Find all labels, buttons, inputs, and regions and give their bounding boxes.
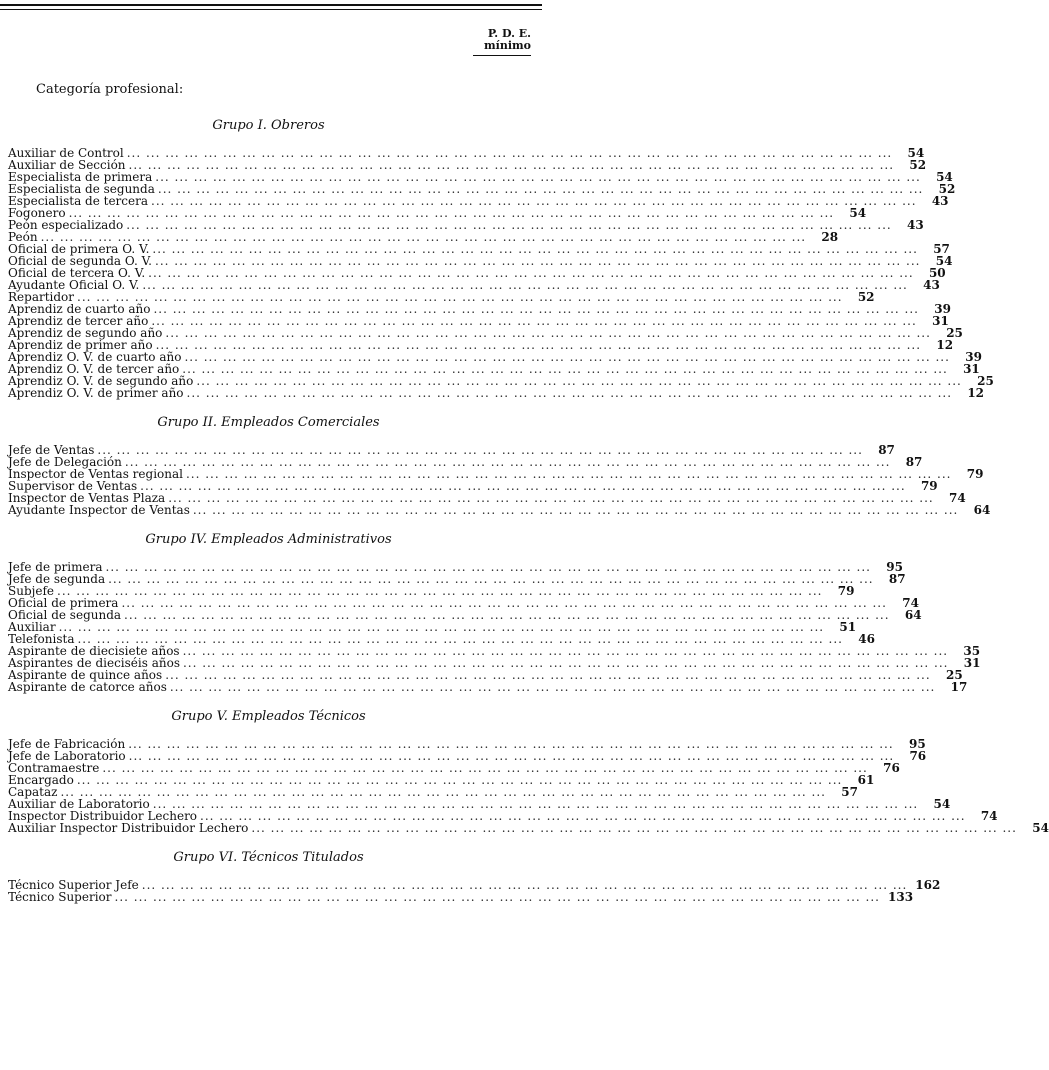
category-name: Repartidor: [8, 290, 75, 304]
category-name: Ayudante Inspector de Ventas: [8, 503, 190, 517]
dot-leader: ... ... ... ... ... ... ... ... ... ... ... ... ... ... ... ... ... ... ... ... ... ... ... ... ... ... ... ... ... ... ... ... ... ... ... ... ... ... ... ...: [126, 218, 892, 232]
dot-leader: ... ... ... ... ... ... ... ... ... ... ... ... ... ... ... ... ... ... ... ... ... ... ... ... ... ... ... ... ... ... ... ... ... ... ... ... ... ... ... ...: [77, 632, 843, 646]
top-rule: [0, 4, 542, 6]
table-row: [8, 503, 991, 517]
dot-leader: ... ... ... ... ... ... ... ... ... ... ... ... ... ... ... ... ... ... ... ... ... ... ... ... ... ... ... ... ... ... ... ... ... ... ... ... ... ... ... ...: [200, 809, 966, 823]
group-title: Grupo VI. Técnicos Titulados: [173, 850, 364, 865]
pde-value: 54: [933, 797, 951, 811]
dot-leader: ... ... ... ... ... ... ... ... ... ... ... ... ... ... ... ... ... ... ... ... ... ... ... ... ... ... ... ... ... ... ... ... ... ... ... ... ... ... ... ...: [192, 503, 959, 517]
pde-value: 64: [973, 503, 991, 517]
dot-leader: ... ... ... ... ... ... ... ... ... ... ... ... ... ... ... ... ... ... ... ... ... ... ... ... ... ... ... ... ... ... ... ... ... ... ... ... ... ... ... ...: [169, 680, 936, 694]
dot-leader: ... ... ... ... ... ... ... ... ... ... ... ... ... ... ... ... ... ... ... ... ... ... ... ... ... ... ... ... ... ... ... ... ... ... ... ... ... ... ... ...: [185, 467, 952, 481]
pde-value: 79: [920, 479, 938, 493]
pde-value: 25: [945, 668, 963, 682]
category-name: Encargado: [8, 773, 74, 787]
pde-value: 76: [883, 761, 900, 775]
category-name: Contramaestre: [8, 761, 100, 775]
pde-value: 39: [965, 350, 982, 364]
pde-value: 31: [932, 314, 949, 328]
pde-value: 25: [977, 374, 994, 388]
dot-leader: ... ... ... ... ... ... ... ... ... ... ... ... ... ... ... ... ... ... ... ... ... ... ... ... ... ... ... ... ... ... ... ... ... ... ... ... ... ... ... ...: [40, 230, 807, 244]
pde-value: 74: [980, 809, 998, 823]
category-name: Capataz: [8, 785, 58, 799]
dot-leader: ... ... ... ... ... ... ... ... ... ... ... ... ... ... ... ... ... ... ... ... ... ... ... ... ... ... ... ... ... ... ... ... ... ... ... ... ... ... ... ...: [186, 386, 953, 400]
category-name: Aspirante de diecisiete años: [8, 644, 180, 658]
pde-value: 133: [888, 890, 914, 904]
pde-value: 87: [878, 443, 895, 457]
category-name: Aprendiz O. V. de tercer año: [8, 362, 180, 376]
category-name: Oficial de segunda O. V.: [8, 254, 152, 268]
category-name: Oficial de tercera O. V.: [8, 266, 146, 280]
category-name: Auxiliar de Control: [8, 146, 124, 160]
pde-value: 57: [933, 242, 950, 256]
pde-value: 64: [904, 608, 922, 622]
table-row: [8, 890, 914, 904]
category-name: Inspector Distribuidor Lechero: [8, 809, 198, 823]
category-name: Supervisor de Ventas: [8, 479, 138, 493]
category-name: Peón: [8, 230, 38, 244]
dot-leader: ... ... ... ... ... ... ... ... ... ... ... ... ... ... ... ... ... ... ... ... ... ... ... ... ... ... ... ... ... ... ... ... ... ... ... ... ... ... ... ...: [121, 596, 887, 610]
category-name: Aprendiz O. V. de segundo año: [8, 374, 194, 388]
category-name: Aprendiz de primer año: [8, 338, 153, 352]
category-name: Técnico Superior Jefe: [8, 878, 139, 892]
dot-leader: ... ... ... ... ... ... ... ... ... ... ... ... ... ... ... ... ... ... ... ... ... ... ... ... ... ... ... ... ... ... ... ... ... ... ... ... ... ... ... ...: [152, 797, 919, 811]
pde-value: 52: [909, 158, 927, 172]
pde-value: 12: [967, 386, 985, 400]
dot-leader: ... ... ... ... ... ... ... ... ... ... ... ... ... ... ... ... ... ... ... ... ... ... ... ... ... ... ... ... ... ... ... ... ... ... ... ... ... ... ... ...: [57, 584, 823, 598]
dot-leader: ... ... ... ... ... ... ... ... ... ... ... ... ... ... ... ... ... ... ... ... ... ... ... ... ... ... ... ... ... ... ... ... ... ... ... ... ... ... ... ...: [141, 878, 908, 892]
pde-value: 43: [923, 278, 940, 292]
dot-leader: ... ... ... ... ... ... ... ... ... ... ... ... ... ... ... ... ... ... ... ... ... ... ... ... ... ... ... ... ... ... ... ... ... ... ... ... ... ... ... ...: [102, 761, 868, 775]
category-name: Oficial de segunda: [8, 608, 122, 622]
category-name: Inspector de Ventas Plaza: [8, 491, 166, 505]
category-name: Aspirante de quince años: [8, 668, 163, 682]
category-name: Peón especializado: [8, 218, 124, 232]
pde-value: 17: [950, 680, 968, 694]
category-name: Auxiliar: [8, 620, 56, 634]
dot-leader: ... ... ... ... ... ... ... ... ... ... ... ... ... ... ... ... ... ... ... ... ... ... ... ... ... ... ... ... ... ... ... ... ... ... ... ... ... ... ... ...: [155, 170, 921, 184]
dot-leader: ... ... ... ... ... ... ... ... ... ... ... ... ... ... ... ... ... ... ... ... ... ... ... ... ... ... ... ... ... ... ... ... ... ... ... ... ... ... ... ...: [168, 491, 934, 505]
table-row: [8, 821, 1049, 835]
dot-leader: ... ... ... ... ... ... ... ... ... ... ... ... ... ... ... ... ... ... ... ... ... ... ... ... ... ... ... ... ... ... ... ... ... ... ... ... ... ... ... ...: [124, 608, 890, 622]
dot-leader: ... ... ... ... ... ... ... ... ... ... ... ... ... ... ... ... ... ... ... ... ... ... ... ... ... ... ... ... ... ... ... ... ... ... ... ... ... ... ... ...: [126, 146, 893, 160]
dot-leader: ... ... ... ... ... ... ... ... ... ... ... ... ... ... ... ... ... ... ... ... ... ... ... ... ... ... ... ... ... ... ... ... ... ... ... ... ... ... ... ...: [155, 338, 922, 352]
pde-value: 74: [902, 596, 919, 610]
pde-value: 57: [841, 785, 858, 799]
group-title: Grupo IV. Empleados Administrativos: [145, 532, 392, 547]
pde-value: 39: [934, 302, 951, 316]
category-name: Jefe de Laboratorio: [8, 749, 126, 763]
category-name: Subjefe: [8, 584, 54, 598]
category-name: Aprendiz O. V. de cuarto año: [8, 350, 182, 364]
group-title: Grupo V. Empleados Técnicos: [171, 709, 366, 724]
dot-leader: ... ... ... ... ... ... ... ... ... ... ... ... ... ... ... ... ... ... ... ... ... ... ... ... ... ... ... ... ... ... ... ... ... ... ... ... ... ... ... ...: [60, 785, 826, 799]
pde-value: 35: [963, 644, 981, 658]
dot-leader: ... ... ... ... ... ... ... ... ... ... ... ... ... ... ... ... ... ... ... ... ... ... ... ... ... ... ... ... ... ... ... ... ... ... ... ... ... ... ... ...: [155, 254, 921, 268]
table-row: [8, 386, 985, 400]
dot-leader: ... ... ... ... ... ... ... ... ... ... ... ... ... ... ... ... ... ... ... ... ... ... ... ... ... ... ... ... ... ... ... ... ... ... ... ... ... ... ... ...: [182, 656, 949, 670]
category-name: Fogonero: [8, 206, 66, 220]
pde-value: 95: [886, 560, 903, 574]
dot-leader: ... ... ... ... ... ... ... ... ... ... ... ... ... ... ... ... ... ... ... ... ... ... ... ... ... ... ... ... ... ... ... ... ... ... ... ... ... ... ... ...: [153, 302, 919, 316]
pde-value: 51: [839, 620, 857, 634]
dot-leader: ... ... ... ... ... ... ... ... ... ... ... ... ... ... ... ... ... ... ... ... ... ... ... ... ... ... ... ... ... ... ... ... ... ... ... ... ... ... ... ...: [151, 314, 917, 328]
pde-value: 162: [915, 878, 941, 892]
pde-value: 52: [857, 290, 875, 304]
dot-leader: ... ... ... ... ... ... ... ... ... ... ... ... ... ... ... ... ... ... ... ... ... ... ... ... ... ... ... ... ... ... ... ... ... ... ... ... ... ... ... ...: [128, 749, 895, 763]
dot-leader: ... ... ... ... ... ... ... ... ... ... ... ... ... ... ... ... ... ... ... ... ... ... ... ... ... ... ... ... ... ... ... ... ... ... ... ... ... ... ... ...: [77, 290, 843, 304]
column-header: [461, 28, 531, 56]
dot-leader: ... ... ... ... ... ... ... ... ... ... ... ... ... ... ... ... ... ... ... ... ... ... ... ... ... ... ... ... ... ... ... ... ... ... ... ... ... ... ... ...: [108, 572, 874, 586]
dot-leader: ... ... ... ... ... ... ... ... ... ... ... ... ... ... ... ... ... ... ... ... ... ... ... ... ... ... ... ... ... ... ... ... ... ... ... ... ... ... ... ...: [196, 374, 962, 388]
pde-value: 79: [966, 467, 984, 481]
dot-leader: ... ... ... ... ... ... ... ... ... ... ... ... ... ... ... ... ... ... ... ... ... ... ... ... ... ... ... ... ... ... ... ... ... ... ... ... ... ... ... ...: [76, 773, 843, 787]
dot-leader: ... ... ... ... ... ... ... ... ... ... ... ... ... ... ... ... ... ... ... ... ... ... ... ... ... ... ... ... ... ... ... ... ... ... ... ... ... ... ... ...: [251, 821, 1017, 835]
category-name: Inspector de Ventas regional: [8, 467, 183, 481]
pde-value: 61: [857, 773, 875, 787]
dot-leader: ... ... ... ... ... ... ... ... ... ... ... ... ... ... ... ... ... ... ... ... ... ... ... ... ... ... ... ... ... ... ... ... ... ... ... ... ... ... ... ...: [148, 266, 914, 280]
dot-leader: ... ... ... ... ... ... ... ... ... ... ... ... ... ... ... ... ... ... ... ... ... ... ... ... ... ... ... ... ... ... ... ... ... ... ... ... ... ... ... ...: [128, 158, 895, 172]
dot-leader: ... ... ... ... ... ... ... ... ... ... ... ... ... ... ... ... ... ... ... ... ... ... ... ... ... ... ... ... ... ... ... ... ... ... ... ... ... ... ... ...: [182, 644, 949, 658]
pde-value: 87: [888, 572, 906, 586]
category-name: Auxiliar Inspector Distribuidor Lechero: [8, 821, 249, 835]
pde-value: 54: [907, 146, 925, 160]
dot-leader: ... ... ... ... ... ... ... ... ... ... ... ... ... ... ... ... ... ... ... ... ... ... ... ... ... ... ... ... ... ... ... ... ... ... ... ... ... ... ... ...: [58, 620, 825, 634]
category-name: Jefe de Ventas: [8, 443, 95, 457]
category-name: Aprendiz de tercer año: [8, 314, 149, 328]
pde-value: 50: [928, 266, 946, 280]
salary-table: [8, 118, 1049, 919]
dot-leader: ... ... ... ... ... ... ... ... ... ... ... ... ... ... ... ... ... ... ... ... ... ... ... ... ... ... ... ... ... ... ... ... ... ... ... ... ... ... ... ...: [165, 326, 931, 340]
column-header-line2: mínimo: [484, 39, 531, 52]
pde-value: 54: [936, 170, 953, 184]
pde-value: 74: [949, 491, 966, 505]
column-header-line1: P. D. E.: [487, 27, 531, 40]
pde-value: 28: [821, 230, 839, 244]
column-header-underline: [473, 55, 531, 56]
dot-leader: ... ... ... ... ... ... ... ... ... ... ... ... ... ... ... ... ... ... ... ... ... ... ... ... ... ... ... ... ... ... ... ... ... ... ... ... ... ... ... ...: [68, 206, 835, 220]
category-name: Jefe de Delegación: [8, 455, 122, 469]
pde-value: 79: [837, 584, 855, 598]
category-name: Especialista de primera: [8, 170, 153, 184]
category-name: Auxiliar de Sección: [8, 158, 126, 172]
category-name: Jefe de primera: [8, 560, 103, 574]
category-name: Aprendiz de segundo año: [8, 326, 163, 340]
group-section: [8, 118, 994, 400]
dot-leader: ... ... ... ... ... ... ... ... ... ... ... ... ... ... ... ... ... ... ... ... ... ... ... ... ... ... ... ... ... ... ... ... ... ... ... ... ... ... ... ...: [184, 350, 950, 364]
dot-leader: ... ... ... ... ... ... ... ... ... ... ... ... ... ... ... ... ... ... ... ... ... ... ... ... ... ... ... ... ... ... ... ... ... ... ... ... ... ... ... ...: [105, 560, 871, 574]
pde-value: 54: [1032, 821, 1049, 835]
pde-value: 31: [963, 362, 980, 376]
group-title: Grupo II. Empleados Comerciales: [157, 415, 380, 430]
category-name: Aprendiz O. V. de primer año: [8, 386, 184, 400]
dot-leader: ... ... ... ... ... ... ... ... ... ... ... ... ... ... ... ... ... ... ... ... ... ... ... ... ... ... ... ... ... ... ... ... ... ... ... ... ... ... ... ...: [157, 182, 924, 196]
group-title: Grupo I. Obreros: [212, 118, 325, 133]
category-name: Aprendiz de cuarto año: [8, 302, 151, 316]
pde-value: 95: [908, 737, 926, 751]
category-name: Técnico Superior: [8, 890, 112, 904]
top-rule-thin: [0, 9, 542, 10]
pde-value: 43: [931, 194, 949, 208]
category-name: Especialista de tercera: [8, 194, 149, 208]
pde-value: 25: [946, 326, 963, 340]
category-name: Auxiliar de Laboratorio: [8, 797, 150, 811]
category-name: Oficial de primera O. V.: [8, 242, 150, 256]
pde-value: 46: [858, 632, 875, 646]
pde-value: 54: [849, 206, 867, 220]
pde-value: 12: [936, 338, 954, 352]
dot-leader: ... ... ... ... ... ... ... ... ... ... ... ... ... ... ... ... ... ... ... ... ... ... ... ... ... ... ... ... ... ... ... ... ... ... ... ... ... ... ... ...: [114, 890, 880, 904]
pde-value: 43: [907, 218, 924, 232]
dot-leader: ... ... ... ... ... ... ... ... ... ... ... ... ... ... ... ... ... ... ... ... ... ... ... ... ... ... ... ... ... ... ... ... ... ... ... ... ... ... ... ...: [124, 455, 891, 469]
dot-leader: ... ... ... ... ... ... ... ... ... ... ... ... ... ... ... ... ... ... ... ... ... ... ... ... ... ... ... ... ... ... ... ... ... ... ... ... ... ... ... ...: [140, 479, 906, 493]
pde-value: 76: [909, 749, 927, 763]
dot-leader: ... ... ... ... ... ... ... ... ... ... ... ... ... ... ... ... ... ... ... ... ... ... ... ... ... ... ... ... ... ... ... ... ... ... ... ... ... ... ... ...: [152, 242, 918, 256]
dot-leader: ... ... ... ... ... ... ... ... ... ... ... ... ... ... ... ... ... ... ... ... ... ... ... ... ... ... ... ... ... ... ... ... ... ... ... ... ... ... ... ...: [165, 668, 931, 682]
dot-leader: ... ... ... ... ... ... ... ... ... ... ... ... ... ... ... ... ... ... ... ... ... ... ... ... ... ... ... ... ... ... ... ... ... ... ... ... ... ... ... ...: [182, 362, 948, 376]
group-section: [8, 709, 1049, 835]
dot-leader: ... ... ... ... ... ... ... ... ... ... ... ... ... ... ... ... ... ... ... ... ... ... ... ... ... ... ... ... ... ... ... ... ... ... ... ... ... ... ... ...: [97, 443, 863, 457]
group-section: [8, 415, 991, 517]
category-name: Jefe de segunda: [8, 572, 106, 586]
dot-leader: ... ... ... ... ... ... ... ... ... ... ... ... ... ... ... ... ... ... ... ... ... ... ... ... ... ... ... ... ... ... ... ... ... ... ... ... ... ... ... ...: [142, 278, 908, 292]
group-section: [8, 850, 941, 904]
category-name: Ayudante Oficial O. V.: [8, 278, 140, 292]
pde-value: 54: [935, 254, 953, 268]
category-name: Especialista de segunda: [8, 182, 155, 196]
group-section: [8, 532, 981, 694]
table-row: [8, 680, 968, 694]
pde-value: 87: [905, 455, 923, 469]
dot-leader: ... ... ... ... ... ... ... ... ... ... ... ... ... ... ... ... ... ... ... ... ... ... ... ... ... ... ... ... ... ... ... ... ... ... ... ... ... ... ... ...: [128, 737, 894, 751]
dot-leader: ... ... ... ... ... ... ... ... ... ... ... ... ... ... ... ... ... ... ... ... ... ... ... ... ... ... ... ... ... ... ... ... ... ... ... ... ... ... ... ...: [151, 194, 917, 208]
category-name: Aspirante de catorce años: [8, 680, 167, 694]
category-name: Jefe de Fabricación: [8, 737, 126, 751]
pde-value: 52: [938, 182, 956, 196]
pde-value: 31: [963, 656, 981, 670]
category-name: Oficial de primera: [8, 596, 119, 610]
categoria-label: Categoría profesional:: [36, 82, 184, 97]
category-name: Telefonista: [8, 632, 75, 646]
category-name: Aspirantes de dieciséis años: [8, 656, 180, 670]
